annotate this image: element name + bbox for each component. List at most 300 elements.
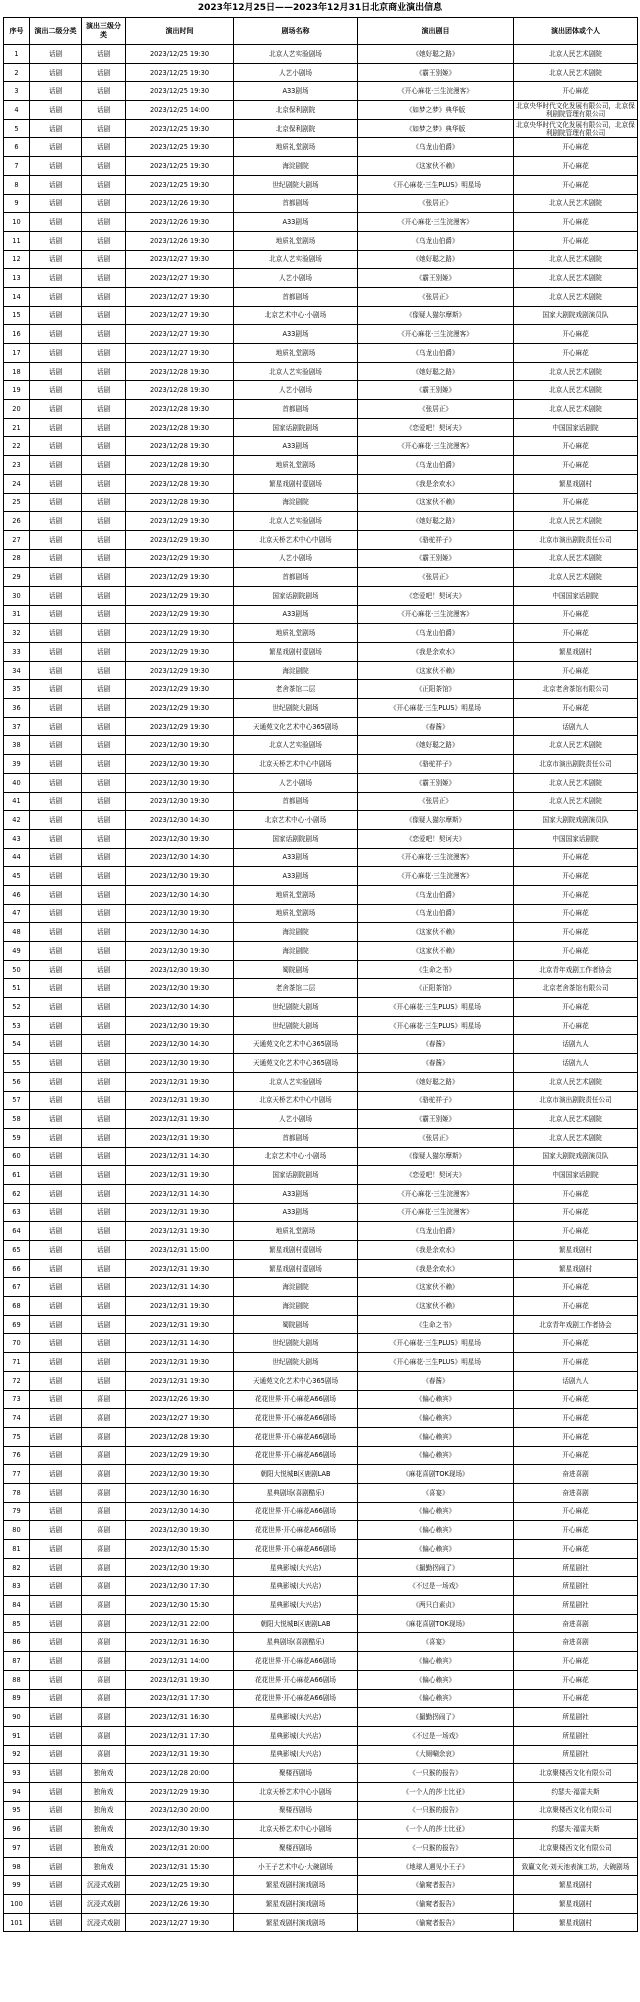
cell-time: 2023/12/28 19:30	[126, 437, 234, 456]
cell-category-3: 话剧	[82, 848, 126, 867]
cell-category-3: 喜剧	[82, 1465, 126, 1484]
table-row	[4, 586, 638, 605]
cell-troupe: 北京青年戏剧工作者协会	[514, 960, 638, 979]
cell-time: 2023/12/26 19:30	[126, 1895, 234, 1914]
cell-venue: 繁星戏剧村壹剧场	[234, 474, 358, 493]
cell-category-2: 话剧	[30, 493, 82, 512]
cell-category-3: 话剧	[82, 250, 126, 269]
table-row	[4, 1801, 638, 1820]
cell-venue: A33剧场	[234, 848, 358, 867]
cell-index: 92	[4, 1745, 30, 1764]
cell-index: 64	[4, 1222, 30, 1241]
cell-program: 《张居正》	[358, 1128, 514, 1147]
cell-venue: 首都剧场	[234, 194, 358, 213]
cell-index: 14	[4, 287, 30, 306]
cell-troupe: 开心麻花	[514, 1670, 638, 1689]
cell-category-2: 话剧	[30, 325, 82, 344]
cell-troupe: 开心麻花	[514, 1652, 638, 1671]
cell-time: 2023/12/29 19:30	[126, 605, 234, 624]
cell-index: 101	[4, 1913, 30, 1932]
table-row	[4, 1876, 638, 1895]
cell-venue: 海淀剧院	[234, 157, 358, 176]
cell-venue: 聚楼西剧场	[234, 1801, 358, 1820]
cell-category-2: 话剧	[30, 1203, 82, 1222]
table-row	[4, 1315, 638, 1334]
cell-venue: 北京艺术中心·小剧场	[234, 811, 358, 830]
cell-troupe: 开心麻花	[514, 885, 638, 904]
cell-index: 27	[4, 530, 30, 549]
cell-venue: 地质礼堂剧场	[234, 344, 358, 363]
cell-category-3: 话剧	[82, 493, 126, 512]
table-row	[4, 680, 638, 699]
cell-venue: 星典剧场(喜剧酷乐)	[234, 1483, 358, 1502]
cell-time: 2023/12/31 16:30	[126, 1708, 234, 1727]
table-row	[4, 736, 638, 755]
cell-index: 15	[4, 306, 30, 325]
cell-troupe: 北京人民艺术剧院	[514, 568, 638, 587]
cell-category-3: 喜剧	[82, 1446, 126, 1465]
cell-troupe: 开心麻花	[514, 1502, 638, 1521]
table-row	[4, 1465, 638, 1484]
cell-category-2: 话剧	[30, 1764, 82, 1783]
cell-time: 2023/12/31 19:30	[126, 1128, 234, 1147]
cell-time: 2023/12/30 14:30	[126, 998, 234, 1017]
cell-category-3: 话剧	[82, 45, 126, 64]
cell-time: 2023/12/31 19:30	[126, 1166, 234, 1185]
cell-venue: 地质礼堂剧场	[234, 231, 358, 250]
cell-category-2: 话剧	[30, 1558, 82, 1577]
table-row	[4, 418, 638, 437]
cell-index: 85	[4, 1614, 30, 1633]
cell-time: 2023/12/31 19:30	[126, 1353, 234, 1372]
cell-index: 19	[4, 381, 30, 400]
cell-time: 2023/12/28 19:30	[126, 418, 234, 437]
cell-category-2: 话剧	[30, 1409, 82, 1428]
cell-time: 2023/12/28 19:30	[126, 474, 234, 493]
cell-index: 56	[4, 1072, 30, 1091]
cell-venue: 北京人艺实验剧场	[234, 512, 358, 531]
cell-venue: 繁星戏剧村演戏剧场	[234, 1913, 358, 1932]
cell-category-2: 话剧	[30, 119, 82, 138]
cell-time: 2023/12/31 19:30	[126, 1091, 234, 1110]
table-row	[4, 717, 638, 736]
cell-venue: 小王子艺术中心·大碗剧场	[234, 1857, 358, 1876]
cell-venue: 北京人艺实验剧场	[234, 250, 358, 269]
table-row	[4, 381, 638, 400]
cell-category-2: 话剧	[30, 717, 82, 736]
cell-category-3: 沉浸式戏剧	[82, 1876, 126, 1895]
cell-category-3: 喜剧	[82, 1427, 126, 1446]
cell-time: 2023/12/27 19:30	[126, 1409, 234, 1428]
cell-troupe: 开心麻花	[514, 1297, 638, 1316]
cell-troupe: 约瑟夫·福雷夫斯	[514, 1820, 638, 1839]
cell-category-2: 话剧	[30, 287, 82, 306]
table-row	[4, 1913, 638, 1932]
cell-time: 2023/12/31 19:30	[126, 1203, 234, 1222]
cell-program: 《霸王别姬》	[358, 269, 514, 288]
cell-program: 《撮勤拐闹了》	[358, 1708, 514, 1727]
cell-category-3: 话剧	[82, 586, 126, 605]
cell-program: 《霸王别姬》	[358, 1110, 514, 1129]
cell-index: 80	[4, 1521, 30, 1540]
cell-troupe: 北京人民艺术剧院	[514, 287, 638, 306]
cell-troupe: 开心麻花	[514, 867, 638, 886]
cell-time: 2023/12/25 19:30	[126, 119, 234, 138]
cell-category-2: 话剧	[30, 1390, 82, 1409]
cell-time: 2023/12/29 19:30	[126, 680, 234, 699]
cell-category-2: 话剧	[30, 680, 82, 699]
cell-program: 《这家伙不赖》	[358, 942, 514, 961]
cell-category-2: 话剧	[30, 306, 82, 325]
cell-venue: 首都剧场	[234, 400, 358, 419]
cell-category-3: 话剧	[82, 82, 126, 101]
cell-category-2: 话剧	[30, 1801, 82, 1820]
cell-venue: 繁星戏剧村演戏剧场	[234, 1876, 358, 1895]
cell-time: 2023/12/31 19:30	[126, 1297, 234, 1316]
cell-time: 2023/12/29 19:30	[126, 549, 234, 568]
cell-index: 71	[4, 1353, 30, 1372]
table-row	[4, 1390, 638, 1409]
cell-category-2: 话剧	[30, 1147, 82, 1166]
cell-venue: 海淀剧院	[234, 923, 358, 942]
cell-troupe: 北京老舍茶馆有限公司	[514, 979, 638, 998]
cell-time: 2023/12/28 19:30	[126, 1427, 234, 1446]
cell-index: 81	[4, 1540, 30, 1559]
cell-category-2: 话剧	[30, 1222, 82, 1241]
cell-troupe: 国家大剧院戏剧演员队	[514, 1147, 638, 1166]
table-row	[4, 1521, 638, 1540]
cell-program: 《这家伙不赖》	[358, 1278, 514, 1297]
cell-category-3: 独角戏	[82, 1801, 126, 1820]
cell-troupe: 繁星戏剧村	[514, 474, 638, 493]
cell-category-3: 话剧	[82, 512, 126, 531]
cell-venue: 人艺小剧场	[234, 381, 358, 400]
cell-category-3: 话剧	[82, 269, 126, 288]
table-row	[4, 1839, 638, 1858]
table-row	[4, 287, 638, 306]
cell-program: 《恋爱吧！契诃夫》	[358, 586, 514, 605]
cell-time: 2023/12/25 19:30	[126, 157, 234, 176]
cell-category-2: 话剧	[30, 250, 82, 269]
cell-troupe: 话剧九人	[514, 1371, 638, 1390]
cell-time: 2023/12/29 19:30	[126, 512, 234, 531]
cell-category-2: 话剧	[30, 923, 82, 942]
cell-venue: 国家话剧院剧场	[234, 829, 358, 848]
cell-time: 2023/12/30 19:30	[126, 1465, 234, 1484]
cell-category-2: 话剧	[30, 1652, 82, 1671]
table-row	[4, 1782, 638, 1801]
cell-category-3: 喜剧	[82, 1652, 126, 1671]
cell-index: 70	[4, 1334, 30, 1353]
cell-index: 28	[4, 549, 30, 568]
cell-category-3: 话剧	[82, 231, 126, 250]
cell-index: 53	[4, 1016, 30, 1035]
cell-program: 《麻花喜剧TOK现场》	[358, 1465, 514, 1484]
cell-program: 《她好聪之路》	[358, 736, 514, 755]
cell-program: 《她好聪之路》	[358, 362, 514, 381]
cell-program: 《开心麻花·三生浣漫客》	[358, 82, 514, 101]
cell-program: 《乌龙山伯爵》	[358, 885, 514, 904]
cell-category-2: 话剧	[30, 979, 82, 998]
cell-category-2: 话剧	[30, 661, 82, 680]
cell-category-2: 话剧	[30, 586, 82, 605]
cell-venue: 星典剧场(喜剧酷乐)	[234, 1633, 358, 1652]
cell-program: 《她好聪之路》	[358, 512, 514, 531]
cell-venue: 地质礼堂剧场	[234, 138, 358, 157]
cell-category-2: 话剧	[30, 867, 82, 886]
table-row	[4, 119, 638, 138]
cell-venue: 首都剧场	[234, 1128, 358, 1147]
cell-venue: 繁星戏剧村壹剧场	[234, 1241, 358, 1260]
cell-venue: 花花世界·开心麻花A66剧场	[234, 1409, 358, 1428]
table-row	[4, 1222, 638, 1241]
cell-venue: 海淀剧院	[234, 661, 358, 680]
cell-index: 69	[4, 1315, 30, 1334]
cell-venue: 老舍茶馆二层	[234, 979, 358, 998]
cell-index: 75	[4, 1427, 30, 1446]
cell-category-3: 话剧	[82, 157, 126, 176]
cell-category-3: 话剧	[82, 661, 126, 680]
cell-troupe: 北京老舍茶馆有限公司	[514, 680, 638, 699]
cell-program: 《开心麻花·三生PLUS》明星场	[358, 1016, 514, 1035]
cell-time: 2023/12/27 19:30	[126, 325, 234, 344]
cell-venue: A33剧场	[234, 1203, 358, 1222]
cell-venue: 地质礼堂剧场	[234, 1222, 358, 1241]
cell-index: 93	[4, 1764, 30, 1783]
cell-time: 2023/12/30 19:30	[126, 736, 234, 755]
cell-troupe: 北京市演出剧院责任公司	[514, 755, 638, 774]
cell-category-3: 话剧	[82, 904, 126, 923]
cell-troupe: 国家大剧院戏剧演员队	[514, 306, 638, 325]
table-row	[4, 1091, 638, 1110]
cell-category-3: 话剧	[82, 175, 126, 194]
cell-venue: 星典影城(大兴店)	[234, 1708, 358, 1727]
cell-venue: 海淀剧院	[234, 1278, 358, 1297]
cell-index: 78	[4, 1483, 30, 1502]
cell-index: 57	[4, 1091, 30, 1110]
cell-time: 2023/12/29 19:30	[126, 717, 234, 736]
cell-index: 67	[4, 1278, 30, 1297]
cell-time: 2023/12/26 19:30	[126, 1390, 234, 1409]
cell-category-2: 话剧	[30, 755, 82, 774]
cell-troupe: 开心麻花	[514, 1427, 638, 1446]
cell-venue: 花花世界·开心麻花A66剧场	[234, 1540, 358, 1559]
cell-troupe: 开心麻花	[514, 213, 638, 232]
cell-program: 《开心麻花·三生浣漫客》	[358, 437, 514, 456]
cell-program: 《张居正》	[358, 792, 514, 811]
cell-venue: 花花世界·开心麻花A66剧场	[234, 1670, 358, 1689]
cell-category-3: 话剧	[82, 942, 126, 961]
table-row	[4, 1670, 638, 1689]
cell-troupe: 开心麻花	[514, 904, 638, 923]
cell-index: 73	[4, 1390, 30, 1409]
cell-troupe: 所星剧社	[514, 1558, 638, 1577]
cell-category-2: 话剧	[30, 1745, 82, 1764]
cell-troupe: 约瑟夫·福雷夫斯	[514, 1782, 638, 1801]
cell-troupe: 北京人民艺术剧院	[514, 792, 638, 811]
cell-program: 《她好聪之路》	[358, 250, 514, 269]
table-row	[4, 1278, 638, 1297]
cell-troupe: 开心麻花	[514, 661, 638, 680]
cell-category-2: 话剧	[30, 1895, 82, 1914]
cell-program: 《正阳茶馆》	[358, 979, 514, 998]
cell-category-2: 话剧	[30, 960, 82, 979]
cell-time: 2023/12/30 14:30	[126, 848, 234, 867]
cell-category-2: 话剧	[30, 1465, 82, 1484]
cell-troupe: 北京央华时代文化发展有限公司，北京保利剧院管理有限公司	[514, 119, 638, 138]
cell-index: 82	[4, 1558, 30, 1577]
cell-index: 8	[4, 175, 30, 194]
table-row	[4, 1895, 638, 1914]
cell-category-2: 话剧	[30, 456, 82, 475]
cell-index: 33	[4, 643, 30, 662]
cell-troupe: 开心麻花	[514, 1016, 638, 1035]
cell-time: 2023/12/26 19:30	[126, 194, 234, 213]
cell-time: 2023/12/29 19:30	[126, 699, 234, 718]
cell-category-2: 话剧	[30, 1427, 82, 1446]
cell-category-3: 话剧	[82, 213, 126, 232]
cell-category-2: 话剧	[30, 1708, 82, 1727]
table-row	[4, 1596, 638, 1615]
cell-troupe: 开心麻花	[514, 1446, 638, 1465]
cell-category-2: 话剧	[30, 1353, 82, 1372]
table-row	[4, 1072, 638, 1091]
cell-venue: 世纪剧院大剧场	[234, 998, 358, 1017]
table-row	[4, 605, 638, 624]
cell-troupe: 北京人民艺术剧院	[514, 194, 638, 213]
cell-venue: 人艺小剧场	[234, 773, 358, 792]
cell-troupe: 开心麻花	[514, 1203, 638, 1222]
cell-index: 46	[4, 885, 30, 904]
cell-troupe: 北京人民艺术剧院	[514, 269, 638, 288]
cell-category-3: 喜剧	[82, 1483, 126, 1502]
header-row	[4, 18, 638, 45]
cell-venue: 国家话剧院剧场	[234, 586, 358, 605]
cell-index: 60	[4, 1147, 30, 1166]
cell-category-3: 话剧	[82, 418, 126, 437]
cell-category-2: 话剧	[30, 1128, 82, 1147]
cell-category-3: 话剧	[82, 643, 126, 662]
cell-category-2: 话剧	[30, 1054, 82, 1073]
cell-category-2: 话剧	[30, 885, 82, 904]
cell-program: 《开心麻花·三生浣漫客》	[358, 1184, 514, 1203]
cell-category-3: 独角戏	[82, 1782, 126, 1801]
cell-venue: 北京天桥艺术中心小剧场	[234, 1820, 358, 1839]
cell-troupe: 中国国家话剧院	[514, 829, 638, 848]
cell-program: 《偏心赖宾》	[358, 1540, 514, 1559]
cell-category-3: 话剧	[82, 549, 126, 568]
cell-category-3: 话剧	[82, 811, 126, 830]
cell-time: 2023/12/27 19:30	[126, 344, 234, 363]
cell-troupe: 开心麻花	[514, 624, 638, 643]
cell-venue: 北京天桥艺术中心中剧场	[234, 530, 358, 549]
cell-category-2: 话剧	[30, 811, 82, 830]
cell-time: 2023/12/25 19:30	[126, 1876, 234, 1895]
cell-category-3: 话剧	[82, 287, 126, 306]
cell-program: 《霸王别姬》	[358, 63, 514, 82]
table-row	[4, 904, 638, 923]
cell-venue: 北京人艺实验剧场	[234, 1072, 358, 1091]
cell-venue: 人艺小剧场	[234, 1110, 358, 1129]
cell-category-3: 话剧	[82, 474, 126, 493]
cell-venue: 繁星戏剧村演戏剧场	[234, 1895, 358, 1914]
cell-category-3: 话剧	[82, 1128, 126, 1147]
cell-program: 《这家伙不赖》	[358, 661, 514, 680]
table-row	[4, 344, 638, 363]
cell-category-2: 话剧	[30, 1166, 82, 1185]
cell-venue: 北京天桥艺术中心中剧场	[234, 1091, 358, 1110]
cell-index: 40	[4, 773, 30, 792]
cell-time: 2023/12/29 19:30	[126, 1782, 234, 1801]
cell-time: 2023/12/28 19:30	[126, 381, 234, 400]
cell-category-3: 话剧	[82, 1334, 126, 1353]
cell-category-2: 话剧	[30, 437, 82, 456]
cell-time: 2023/12/25 19:30	[126, 45, 234, 64]
cell-troupe: 开心麻花	[514, 998, 638, 1017]
cell-troupe: 开心麻花	[514, 82, 638, 101]
cell-category-3: 话剧	[82, 717, 126, 736]
cell-category-3: 喜剧	[82, 1502, 126, 1521]
cell-program: 《春酱》	[358, 717, 514, 736]
cell-troupe: 话剧九人	[514, 1035, 638, 1054]
header-index: 序号	[4, 18, 30, 45]
cell-venue: 花花世界·开心麻花A66剧场	[234, 1652, 358, 1671]
table-row	[4, 512, 638, 531]
cell-category-2: 话剧	[30, 773, 82, 792]
cell-category-2: 话剧	[30, 549, 82, 568]
cell-index: 97	[4, 1839, 30, 1858]
cell-index: 99	[4, 1876, 30, 1895]
table-row	[4, 1745, 638, 1764]
cell-category-2: 话剧	[30, 512, 82, 531]
cell-troupe: 开心麻花	[514, 344, 638, 363]
cell-category-2: 话剧	[30, 400, 82, 419]
cell-category-3: 喜剧	[82, 1558, 126, 1577]
cell-venue: A33剧场	[234, 867, 358, 886]
header-venue: 剧场名称	[234, 18, 358, 45]
cell-index: 91	[4, 1726, 30, 1745]
cell-program: 《开心麻花·三生PLUS》明星场	[358, 998, 514, 1017]
cell-category-2: 话剧	[30, 1577, 82, 1596]
cell-troupe: 所星剧社	[514, 1708, 638, 1727]
cell-time: 2023/12/31 15:30	[126, 1857, 234, 1876]
cell-troupe: 奋进喜剧	[514, 1614, 638, 1633]
cell-troupe: 开心麻花	[514, 1521, 638, 1540]
table-row	[4, 792, 638, 811]
cell-time: 2023/12/27 19:30	[126, 306, 234, 325]
cell-troupe: 中国国家话剧院	[514, 418, 638, 437]
cell-category-3: 话剧	[82, 1110, 126, 1129]
cell-category-3: 喜剧	[82, 1577, 126, 1596]
cell-venue: 天通苑文化艺术中心365剧场	[234, 1371, 358, 1390]
cell-category-2: 话剧	[30, 1596, 82, 1615]
cell-category-3: 话剧	[82, 63, 126, 82]
cell-program: 《大厕唰余哀》	[358, 1745, 514, 1764]
cell-index: 72	[4, 1371, 30, 1390]
cell-category-2: 话剧	[30, 1483, 82, 1502]
cell-index: 10	[4, 213, 30, 232]
cell-troupe: 北京人民艺术剧院	[514, 63, 638, 82]
cell-troupe: 北京人民艺术剧院	[514, 736, 638, 755]
cell-index: 51	[4, 979, 30, 998]
cell-venue: 世纪剧院大剧场	[234, 175, 358, 194]
cell-troupe: 北京青年戏剧工作者协会	[514, 1315, 638, 1334]
cell-venue: 北京人艺实验剧场	[234, 736, 358, 755]
cell-category-3: 话剧	[82, 1072, 126, 1091]
cell-category-3: 话剧	[82, 755, 126, 774]
cell-category-3: 话剧	[82, 1184, 126, 1203]
cell-program: 《偏心赖宾》	[358, 1521, 514, 1540]
